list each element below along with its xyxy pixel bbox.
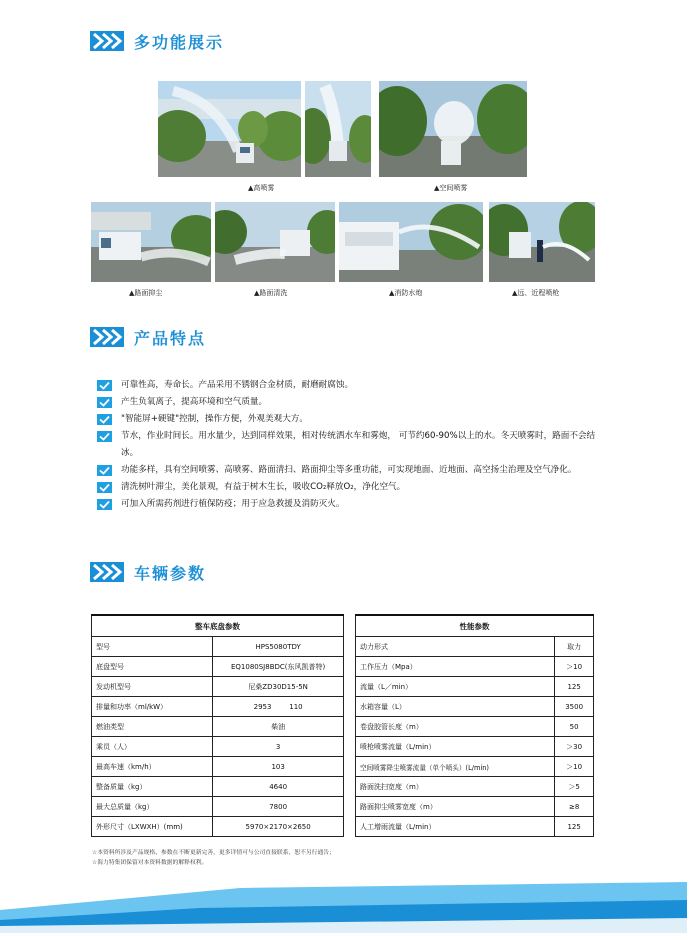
features-header <box>90 325 206 349</box>
caption-road-wash: ▲路面清洗 <box>254 289 288 297</box>
chevron-double-icon <box>90 327 124 347</box>
check-icon <box>97 380 112 391</box>
photo-high-spray-1 <box>158 81 301 177</box>
table-row: 工作压力（Mpa） ＞10 <box>356 657 594 677</box>
caption-high-spray: ▲高喷雾 <box>248 184 275 192</box>
caption-far-near: ▲远、近程喷枪 <box>512 289 560 297</box>
table-row: 排量和功率（ml/kW） 2953 110 <box>92 697 344 717</box>
footnote-1: ☆本资料所涉及产品规格、参数在不断更新完善，更多详情可与公司直接联系，恕不另行通告； <box>92 850 335 856</box>
table-row: 路面洗扫宽度（m） ＞5 <box>356 777 594 797</box>
check-icon <box>97 465 112 476</box>
table-row: 最高车速（km/h） 103 <box>92 757 344 777</box>
table-row: 动力形式 取力 <box>356 637 594 657</box>
table-row: 卷盘胶管长度（m） 50 <box>356 717 594 737</box>
params-title: 车辆参数 <box>134 563 207 583</box>
table-row: 流量（L／min） 125 <box>356 677 594 697</box>
chevron-double-icon <box>90 31 124 51</box>
performance-table <box>355 614 594 837</box>
table-row: 乘员（人） 3 <box>92 737 344 757</box>
table-row: 空间喷雾降尘喷雾流量（单个喷头）(L/min) ＞10 <box>356 757 594 777</box>
table-row: 水箱容量（L） 3500 <box>356 697 594 717</box>
photo-space-spray <box>379 81 527 177</box>
photo-far-near-gun <box>489 202 595 282</box>
check-icon <box>97 482 112 493</box>
chevron-double-icon <box>90 562 124 582</box>
check-icon <box>97 414 112 425</box>
feature-list <box>97 377 602 513</box>
footer-band <box>0 880 687 933</box>
table-row: 型号 HPS5080TDY <box>92 637 344 657</box>
chassis-table <box>91 614 344 837</box>
caption-road-dust: ▲路面抑尘 <box>129 289 163 297</box>
table-row: 人工增雨流量（L/min） 125 <box>356 817 594 837</box>
feature-item: 可靠性高，寿命长。产品采用不锈钢合金材质，耐磨耐腐蚀。 <box>97 377 602 394</box>
photo-high-spray-2 <box>305 81 371 177</box>
caption-fire-cannon: ▲消防水炮 <box>389 289 423 297</box>
table-row: 外形尺寸（LXWXH）(mm) 5970×2170×2650 <box>92 817 344 837</box>
feature-item: 可加入所需药剂进行植保防疫；用于应急救援及消防灭火。 <box>97 496 602 513</box>
check-icon <box>97 397 112 408</box>
table-row: 底盘型号 EQ1080SJ8BDC(东风凯普特) <box>92 657 344 677</box>
chassis-table-title: 整车底盘参数 <box>92 615 344 637</box>
performance-table-title: 性能参数 <box>356 615 594 637</box>
feature-item: 清洗树叶滞尘，美化景观，有益于树木生长，吸收CO₂释放O₂，净化空气。 <box>97 479 602 496</box>
check-icon <box>97 431 112 442</box>
feature-item: 功能多样，具有空间喷雾、高喷雾、路面清扫、路面抑尘等多重功能，可实现地面、近地面、高空扬尘治理及空气净化。 <box>97 462 602 479</box>
table-row: 整备质量（kg） 4640 <box>92 777 344 797</box>
params-header <box>90 560 206 584</box>
caption-space-spray: ▲空间喷雾 <box>434 184 468 192</box>
table-row: 喷枪喷雾流量（L/min） ＞30 <box>356 737 594 757</box>
table-row: 路面抑尘喷雾宽度（m） ≥8 <box>356 797 594 817</box>
table-row: 发动机型号 尼桑ZD30D15-5N <box>92 677 344 697</box>
feature-item: "智能屏+硬键"控制，操作方便，外观美观大方。 <box>97 411 602 428</box>
feature-item: 节水，作业时间长。用水量少，达到同样效果，相对传统洒水车和雾炮， 可节约60-90%以上的水。冬天喷雾时，路面不会结冰。 <box>97 428 602 462</box>
check-icon <box>97 499 112 510</box>
photo-fire-cannon <box>339 202 483 282</box>
feature-item: 产生负氧离子，提高环境和空气质量。 <box>97 394 602 411</box>
showcase-header <box>90 29 224 53</box>
photo-road-wash <box>215 202 335 282</box>
table-row: 燃油类型 柴油 <box>92 717 344 737</box>
table-row: 最大总质量（kg） 7800 <box>92 797 344 817</box>
showcase-title: 多功能展示 <box>134 32 225 52</box>
features-title: 产品特点 <box>134 328 207 348</box>
footnote-2: ☆海力特集团保留对本资料数据的解释权利。 <box>92 860 208 866</box>
photo-road-dust <box>91 202 211 282</box>
